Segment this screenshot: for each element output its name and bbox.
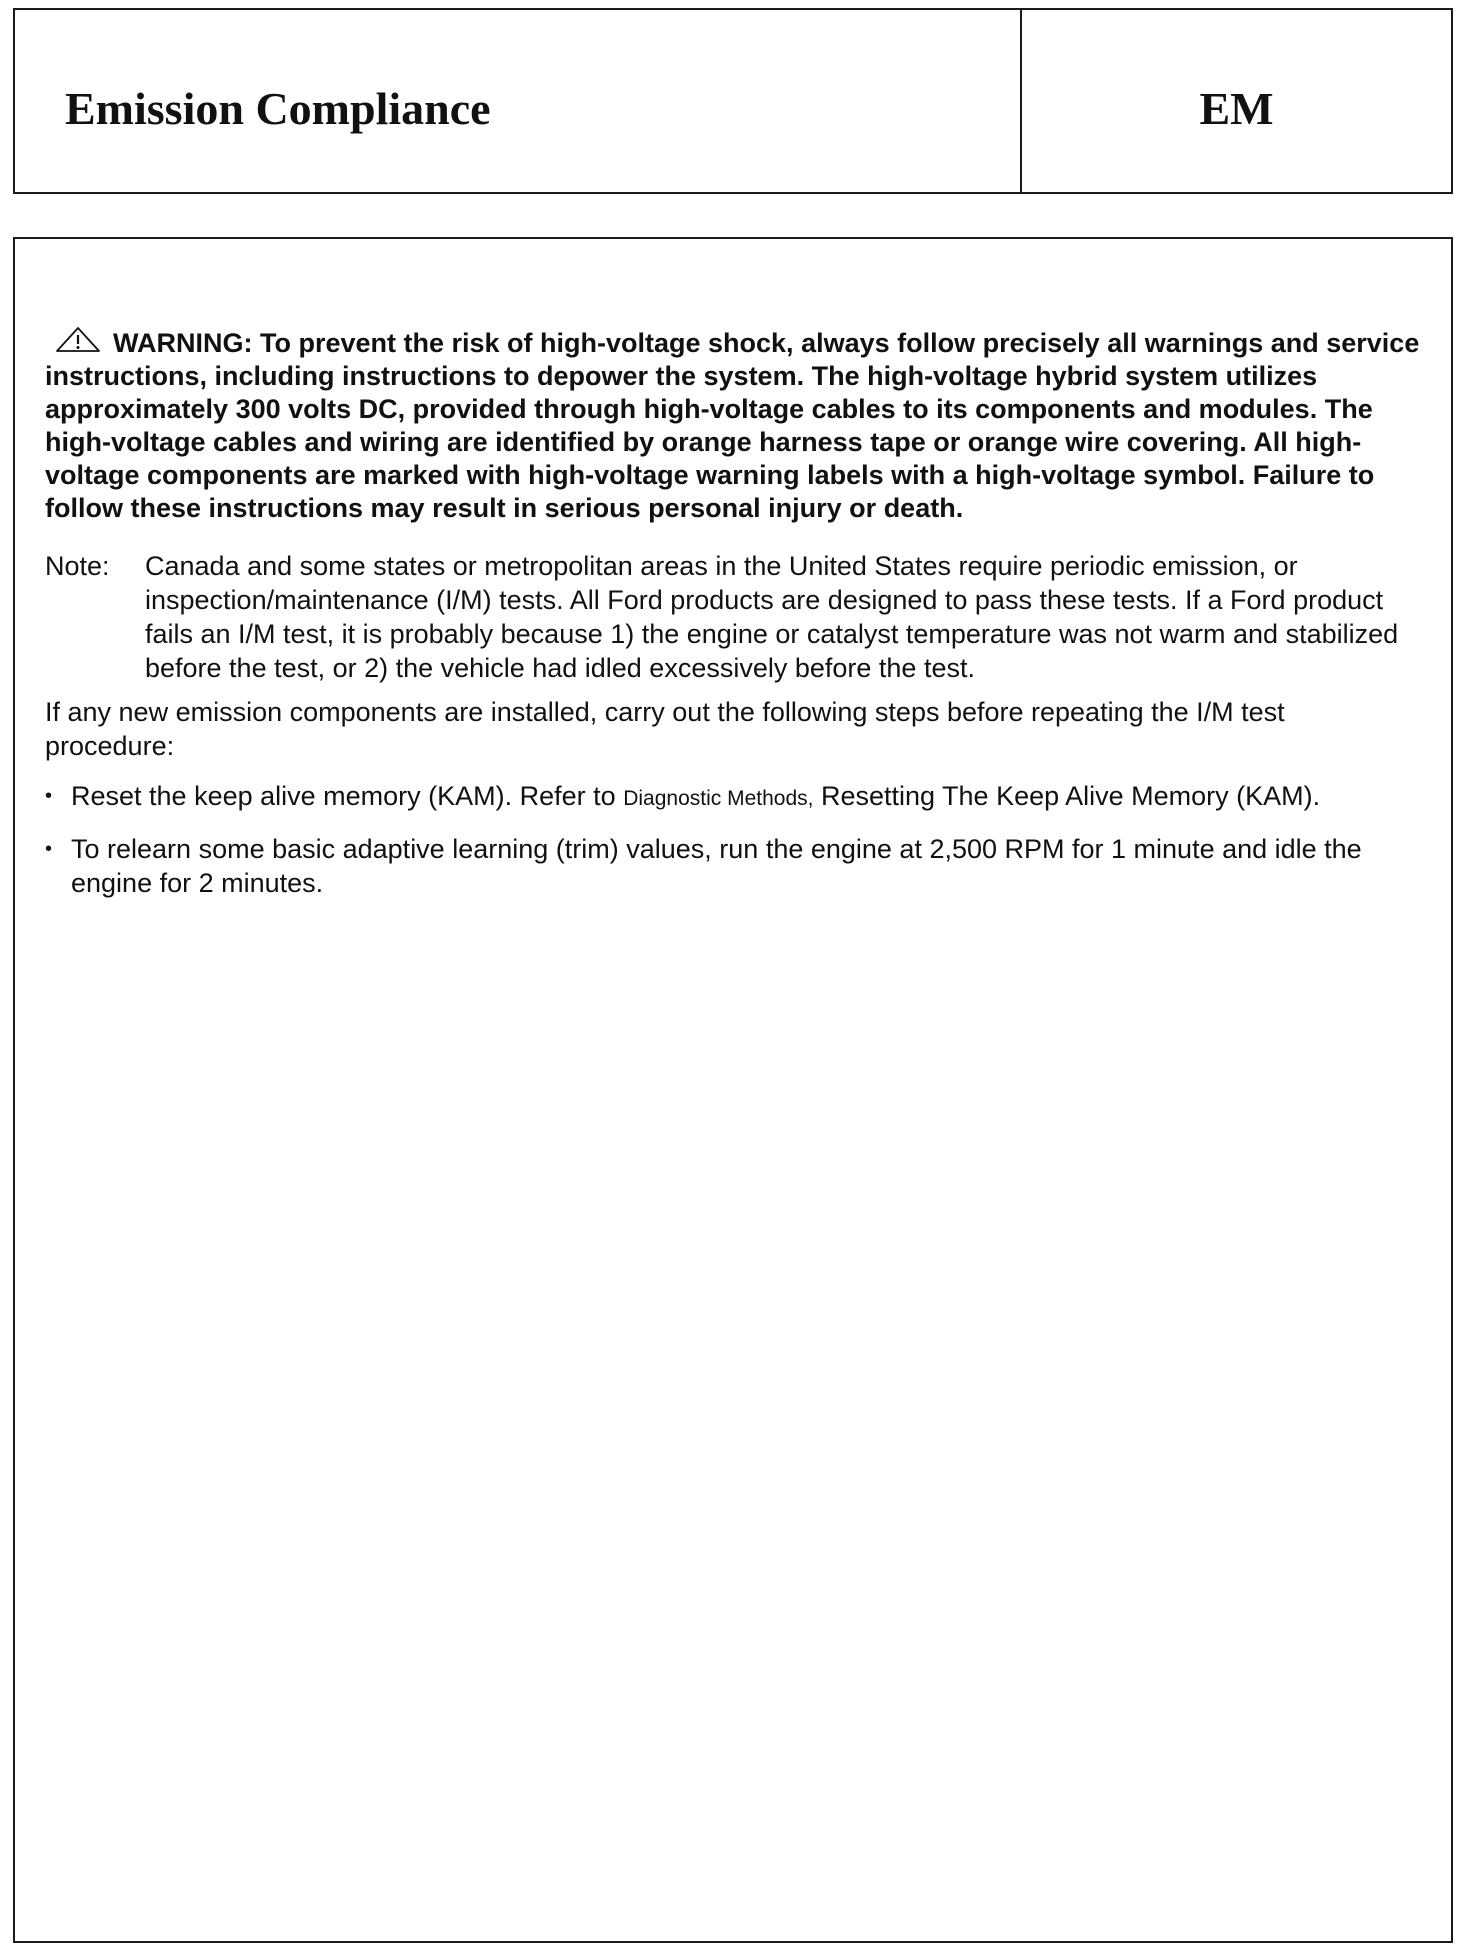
steps-list [45,779,1421,900]
list-item [45,779,1421,816]
list-item-text: To relearn some basic adaptive learning (trim) values, run the engine at 2,500 RPM for 1 minute and idle the engine for 2 minutes. [71,834,1362,898]
intro-paragraph: If any new emission components are installed, carry out the following steps before repeating the I/M test procedure: [45,697,1285,761]
header-code-cell [1022,10,1451,192]
content-box [13,237,1453,1943]
list-item [45,832,1421,900]
warning-paragraph [45,327,1421,525]
section-code: EM [1199,82,1274,134]
note-block [45,549,1421,685]
kam-reset-text: Reset the keep alive memory (KAM). Refer to [71,781,624,811]
page-title: Emission Compliance [65,82,491,134]
warning-triangle-icon [55,327,101,353]
header-title-cell [15,10,1022,192]
page-header [13,8,1453,194]
kam-reset-link-text: Resetting The Keep Alive Memory (KAM). [813,781,1321,811]
diagnostic-methods-reference: Diagnostic Methods, [623,787,814,810]
note-label: Note: [45,551,110,581]
warning-text: WARNING: To prevent the risk of high-voltage shock, always follow precisely all warnings and service instructions, including instructions to depower the system. The high-voltage hybrid system utilizes approximately 300 volts DC, provided through high-voltage cables to its components and modules. The high-voltage cables and wiring are identified by orange harness tape or orange wire covering. All high-voltage components are marked with high-voltage warning labels with a high-voltage symbol. Failure to follow these instructions may result in serious personal injury or death. [45,328,1420,523]
bullet-marker: • [45,785,53,807]
bullet-marker: • [45,838,53,860]
note-text: Canada and some states or metropolitan areas in the United States require periodic emission, or inspection/maintenance (I/M) tests. All Ford products are designed to pass these tests. If a Ford product fails an I/M test, it is probably because 1) the engine or catalyst temperature was not warm and stabilized before the test, or 2) the vehicle had idled excessively before the test. [145,551,1399,683]
list-item-text [71,779,1421,816]
